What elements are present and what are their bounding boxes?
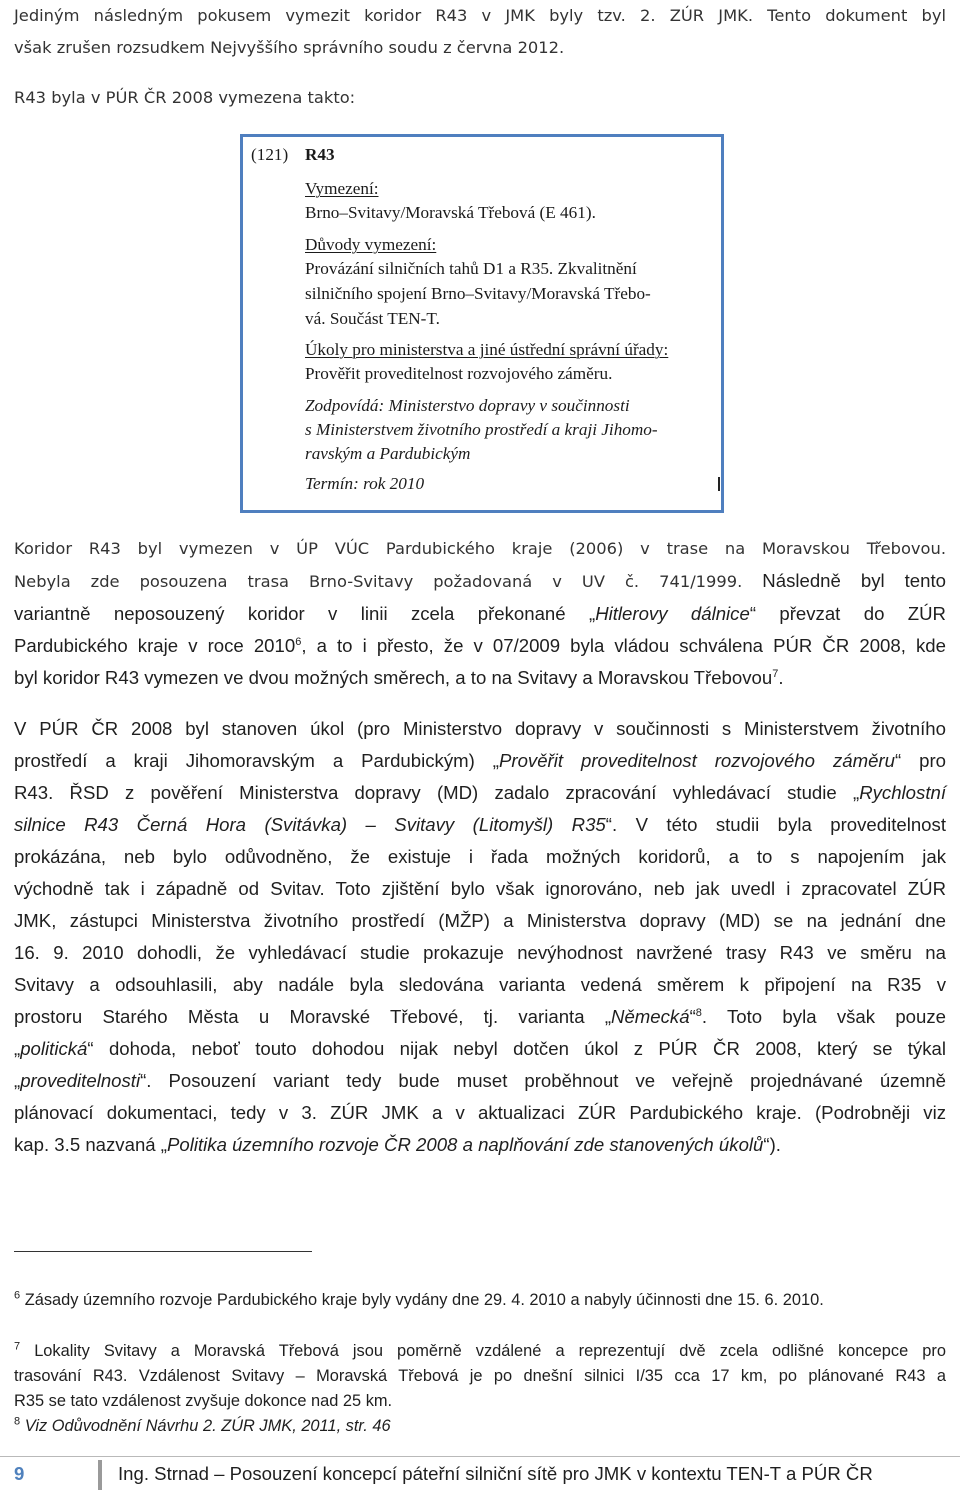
p2-politika-italic: Politika územního rozvoje ČR 2008 a naplňování zde stanovených úkolů [166,1134,764,1155]
footnote-8-text: Viz Odůvodnění Návrhu 2. ZÚR JMK, 2011, str. 46 [24,1417,391,1435]
p1-line-4 [14,630,946,662]
p1-line-1: Koridor R43 byl vymezen v ÚP VÚC Pardubického kraje (2006) v trase na Moravskou Třebovou. [14,539,946,558]
p2-line-5: prokázána, neb bylo odůvodněno, že existuje i řada možných koridorů, a to s napojením jak [14,846,946,867]
intro-paragraph [14,0,946,64]
vymezeni-text: Brno–Svitavy/Moravská Třebová (E 461). [305,203,596,222]
p2-nemecka-italic: Německá [611,1006,690,1027]
footnote-6-number: 6 [14,1289,21,1302]
p2-line-1: V PÚR ČR 2008 byl stanoven úkol (pro Ministerstvo dopravy v součinnosti s Ministerstvem životního [14,718,946,739]
p1-line-5a: byl koridor R43 vymezen ve dvou možných směrech, a to na Svitavy a Moravskou Třebovou [14,667,773,688]
excerpt-code: R43 [305,145,335,164]
footnote-ref-6[interactable]: 6 [295,635,302,648]
excerpt-number: (121) [251,145,289,164]
zodpovida-line-3: ravským a Pardubickým [305,444,471,463]
p2-line-7: JMK, zástupci Ministerstva životního prostředí (MŽP) a Ministerstva dopravy (MD) se na jednání dne [14,910,946,931]
p2-line-2-italic: Prověřit proveditelnost rozvojového záměru [498,750,895,771]
footnote-ref-7[interactable]: 7 [772,667,779,680]
p2-line-6: východně tak i západně od Svitav. Toto zjištění bylo však ignorováno, neb jak uvedl i zpracovatel ZÚR [14,878,946,899]
paragraph-pur [14,713,946,1161]
duvody-line-3: vá. Součást TEN-T. [305,309,440,328]
paragraph-koridor-cont [14,565,946,694]
p2-line-11a: „ [14,1038,21,1059]
footnote-7-line-1 [14,1339,946,1364]
p2-proveditelnost-italic: proveditelnosti [20,1070,141,1091]
p2-line-14b: “). [763,1134,781,1155]
p2-line-12b: “. Posouzení variant tedy bude muset proběhnout ve veřejně projednávané územně [140,1070,946,1091]
pur-excerpt-image [240,134,724,513]
p2-line-10b: . Toto byla však pouze [701,1006,946,1027]
footnote-separator [14,1251,312,1252]
p1-line-3a: variantně neposouzený koridor v linii zcela překonané „ [14,603,596,624]
p2-line-9: Svitavy a odsouhlasili, aby nadále byla sledována varianta vedená směrem k připojení na R35 v [14,974,946,995]
page-number: 9 [14,1463,25,1484]
zodpovida-line-2: s Ministerstvem životního prostředí a kraji Jihomo- [305,420,658,439]
ukoly-heading: Úkoly pro ministerstva a jiné ústřední správní úřady: [305,340,669,359]
footnote-8 [14,1414,946,1439]
duvody-line-1: Provázání silničních tahů D1 a R35. Zkvalitnění [305,259,637,278]
p2-line-11b: “ dohoda, neboť touto dohodou nijak nebyl dotčen úkol z PÚR ČR 2008, který se týkal [87,1038,946,1059]
p2-line-10a: prostoru Starého Města u Moravské Třebové, tj. varianta „ [14,1006,612,1027]
p2-line-13: plánovací dokumentaci, tedy v 3. ZÚR JMK a v aktualizaci ZÚR Pardubického kraje. (Podrobněji viz [14,1102,946,1123]
footnote-8-number: 8 [14,1415,21,1428]
footnote-ref-8[interactable]: 8 [695,1006,702,1019]
p1-line-3 [14,598,946,630]
footnote-7-text-a: Lokality Svitavy a Moravská Třebová jsou poměrně vzdálené a reprezentují dvě zcela odlišné koncepce pro [34,1342,946,1360]
intro-lead [14,82,946,114]
p1-line-5-end: . [778,667,784,688]
intro-line-1: Jediným následným pokusem vymezit koridor R43 v JMK byly tzv. 2. ZÚR JMK. Tento dokument byl [14,6,946,25]
p2-line-3a: R43. ŘSD z pověření Ministerstva dopravy (MD) zadalo zpracování vyhledávací studie „ [14,782,860,803]
p2-line-10 [14,1001,946,1033]
p1-line-4b: , a to i přesto, že v 07/2009 byla vládou schválena PÚR ČR 2008, kde [301,635,946,656]
footer-text: Ing. Strnad – Posouzení koncepcí páteřní silniční sítě pro JMK v kontextu TEN-T a PÚR ČR [118,1463,873,1484]
p1-line-5 [14,662,946,694]
footnote-6-text: Zásady územního rozvoje Pardubického kraje byly vydány dne 29. 4. 2010 a nabyly účinnosti dne 15. 6. 2010. [24,1291,824,1309]
footnote-7-line-2: trasování R43. Vzdálenost Svitavy – Moravská Třebová je po dnešní silnici I/35 cca 17 km, po plánované R43 a [14,1367,946,1385]
vymezeni-heading: Vymezení: [305,179,379,198]
p1-hitler-italic: Hitlerovy dálnice [595,603,750,624]
duvody-heading: Důvody vymezení: [305,235,437,254]
p1-line-2a: Nebyla zde posouzena trasa Brno-Svitavy požadovaná v UV č. 741/1999. [14,572,743,591]
duvody-line-2: silničního spojení Brno–Svitavy/Moravská Třebo- [305,284,651,303]
p2-line-2a: prostředí a kraji Jihomoravským a Pardubickým) „ [14,750,499,771]
paragraph-koridor [14,533,946,565]
p2-line-14a: kap. 3.5 nazvaná „ [14,1134,167,1155]
p2-line-3-italic: Rychlostní [859,782,946,803]
footnote-6 [14,1288,946,1313]
p2-line-14 [14,1129,946,1161]
footnote-7-line-3: R35 se tato vzdálenost zvyšuje dokonce nad 25 km. [14,1392,393,1410]
p2-line-11 [14,1033,946,1065]
scan-artifact-mark [718,477,720,491]
p2-line-2 [14,745,946,777]
zodpovida-line-1: Zodpovídá: Ministerstvo dopravy v součinnosti [305,396,630,415]
p2-line-3 [14,777,946,809]
p1-line-2 [14,565,946,598]
p2-line-2b: “ pro [894,750,947,771]
p2-line-4b: “. V této studii byla proveditelnost [605,814,946,835]
p2-line-12 [14,1065,946,1097]
intro-line-3: R43 byla v PÚR ČR 2008 vymezena takto: [14,88,356,107]
footer-rule [0,1456,960,1457]
footnote-7 [14,1339,946,1414]
termin-text: Termín: rok 2010 [305,474,425,493]
ukoly-text: Prověřit proveditelnost rozvojového záměru. [305,364,613,383]
intro-line-2: však zrušen rozsudkem Nejvyššího správního soudu z června 2012. [14,38,565,57]
p2-line-8: 16. 9. 2010 dohodli, že vyhledávací studie prokazuje nevýhodnost navržené trasy R43 ve směru na [14,942,946,963]
p2-line-4-italic: silnice R43 Černá Hora (Svitávka) – Svitavy (Litomyšl) R35 [14,814,606,835]
footnote-7-number: 7 [14,1340,21,1353]
p2-politicka-italic: politická [20,1038,88,1059]
p2-line-4 [14,809,946,841]
p2-line-10-quote: “ [689,1006,696,1027]
p1-line-2b: Následně byl tento [742,570,946,591]
footer-divider [98,1460,102,1490]
p1-line-3b: “ převzat do ZÚR [749,603,946,624]
p1-line-4a: Pardubického kraje v roce 2010 [14,635,296,656]
p2-line-12a: „ [14,1070,21,1091]
